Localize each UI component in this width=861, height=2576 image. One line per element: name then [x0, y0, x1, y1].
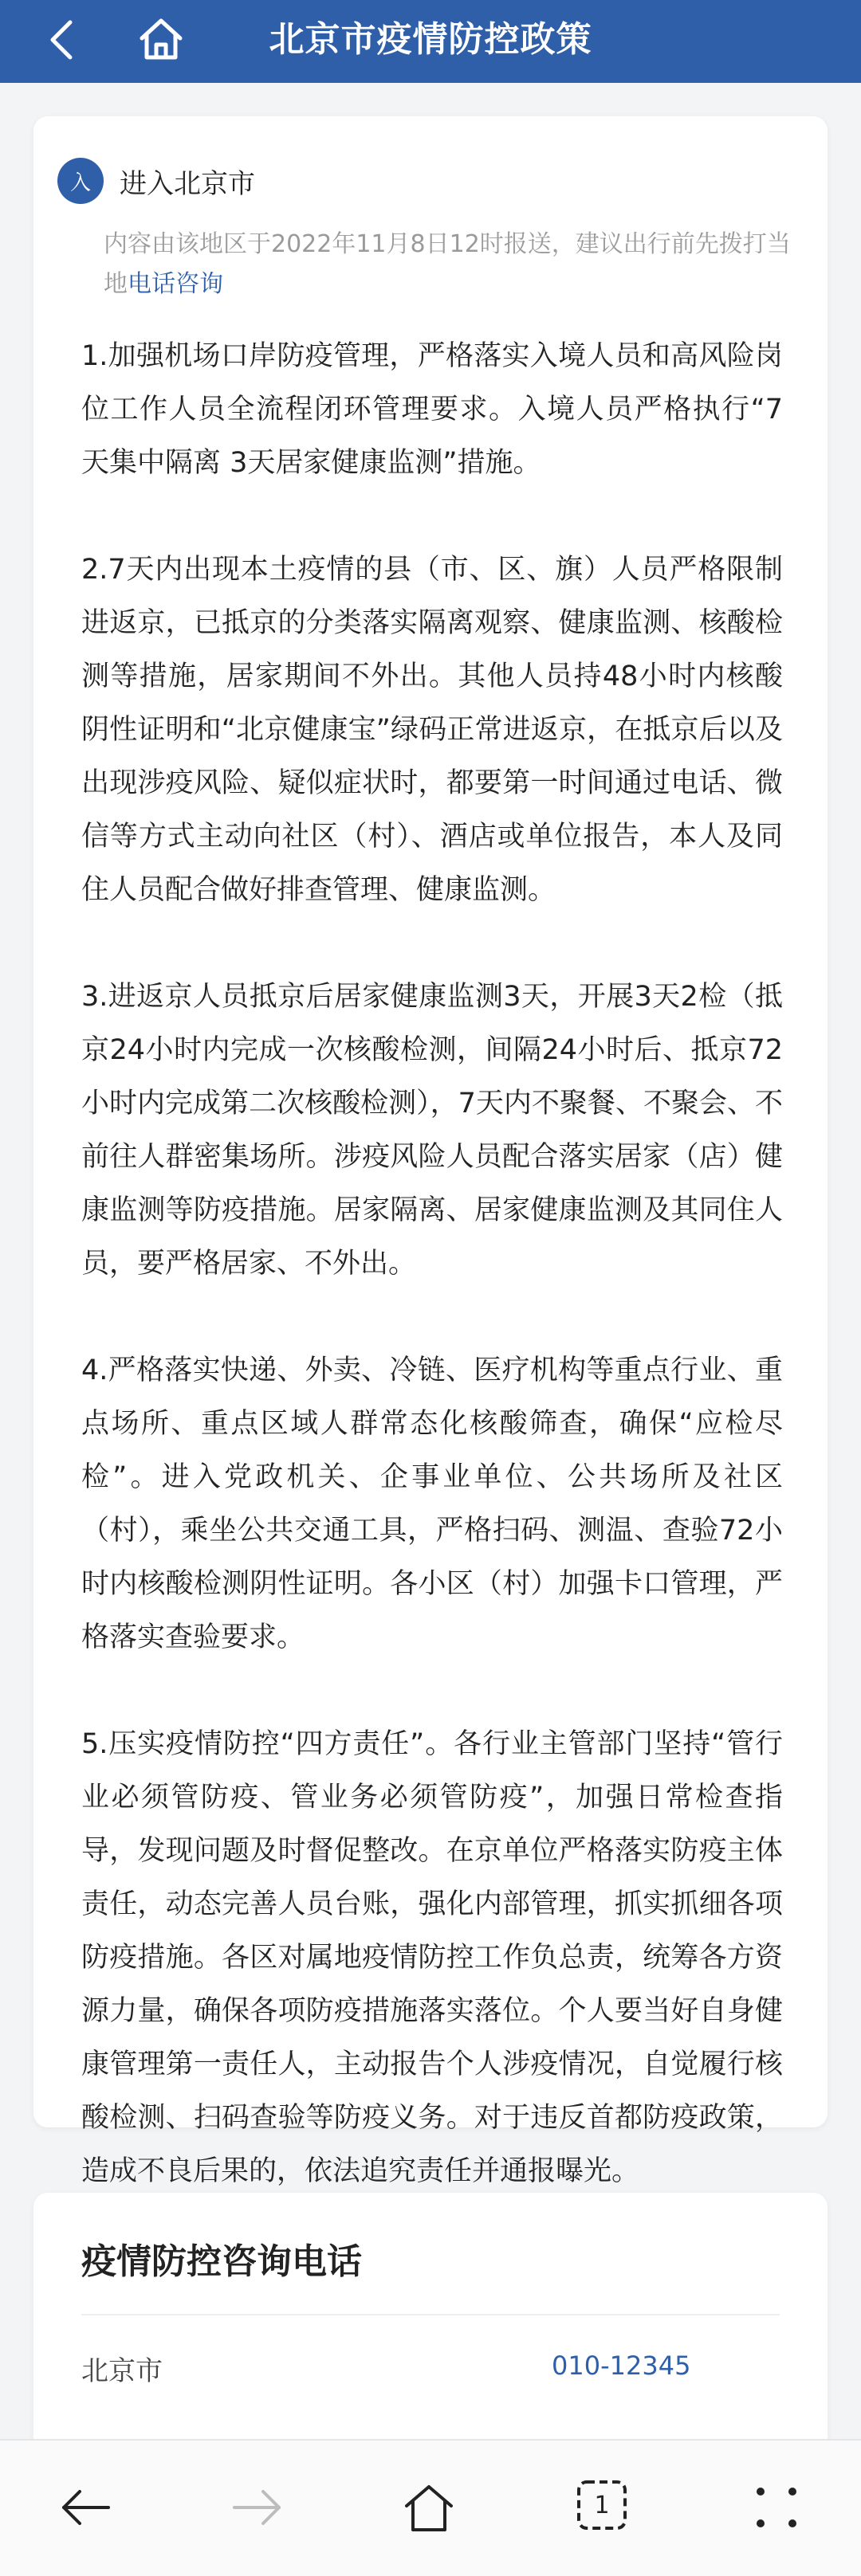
divider [81, 2314, 780, 2315]
policy-card [33, 116, 828, 2187]
tabs-icon[interactable] [576, 2479, 628, 2531]
consult-card [33, 2193, 828, 2456]
arrow-left-icon[interactable] [57, 2479, 115, 2536]
consult-phone-link[interactable]: 010-12345 [552, 2351, 691, 2381]
policy-item-5: 5.压实疫情防控“四方责任”。各行业主管部门坚持“管行业必须管防疫、管业务必须管防疫”，加强日常检查指导，发现问题及时督促整改。在京单位严格落实防疫主体责任，动态完善人员台账，强化内部管理，抓实抓细各项防疫措施。各区对属地疫情防控工作负总责，统筹各方资源力量，确保各项防疫措施落实落位。个人要当好自身健康管理第一责任人，主动报告个人涉疫情况，自觉履行核酸检测、扫码查验等防疫义务。对于违反首都防疫政策，造成不良后果的，依法追究责任并通报曝光。 [81, 1728, 783, 2187]
policy-item-2: 2.7天内出现本土疫情的县（市、区、旗）人员严格限制进返京，已抵京的分类落实隔离观察、健康监测、核酸检测等措施，居家期间不外出。其他人员持48小时内核酸阴性证明和“北京健康宝”绿码正常进返京，在抵京后以及出现涉疫风险、疑似症状时，都要第一时间通过电话、微信等方式主动向社区（村）、酒店或单位报告，本人及同住人员配合做好排查管理、健康监测。 [81, 554, 783, 906]
consult-city: 北京市 [81, 2355, 163, 2387]
header-bar [0, 0, 861, 83]
page-title: 北京市疫情防控政策 [269, 19, 592, 60]
policy-item-3: 3.进返京人员抵京后居家健康监测3天，开展3天2检（抵京24小时内完成一次核酸检测，间隔24小时后、抵京72小时内完成第二次核酸检测），7天内不聚餐、不聚会、不前往人群密集场所。涉疫风险人员配合落实居家（店）健康监测等防疫措施。居家隔离、居家健康监测及其同住人员，要严格居家、不外出。 [81, 981, 783, 1280]
browser-bottom-bar [0, 2439, 861, 2576]
arrow-right-icon[interactable] [228, 2479, 285, 2536]
entry-header [57, 158, 255, 204]
policy-item-1: 1.加强机场口岸防疫管理，严格落实入境人员和高风险岗位工作人员全流程闭环管理要求。入境人员严格执行“7天集中隔离 3天居家健康监测”措施。 [81, 340, 783, 479]
consult-heading: 疫情防控咨询电话 [81, 2241, 362, 2282]
entry-badge: 入 [57, 158, 104, 204]
report-note [104, 225, 805, 304]
tabs-count: 1 [594, 2491, 610, 2519]
more-icon[interactable] [748, 2479, 805, 2536]
policy-item-4: 4.严格落实快递、外卖、冷链、医疗机构等重点行业、重点场所、重点区域人群常态化核酸筛查，确保“应检尽检”。进入党政机关、企事业单位、公共场所及社区（村），乘坐公共交通工具，严格扫码、测温、查验72小时内核酸检测阴性证明。各小区（村）加强卡口管理，严格落实查验要求。 [81, 1355, 783, 1653]
phone-consult-link[interactable]: 电话咨询 [128, 270, 223, 298]
report-note-text: 内容由该地区于2022年11月8日12时报送，建议出行前先拨打当地 [104, 230, 791, 298]
entry-title: 进入北京市 [120, 167, 255, 200]
home-icon[interactable] [137, 16, 185, 62]
chevron-left-icon[interactable] [46, 18, 78, 62]
home-icon[interactable] [400, 2479, 458, 2536]
policy-list [81, 330, 783, 2198]
